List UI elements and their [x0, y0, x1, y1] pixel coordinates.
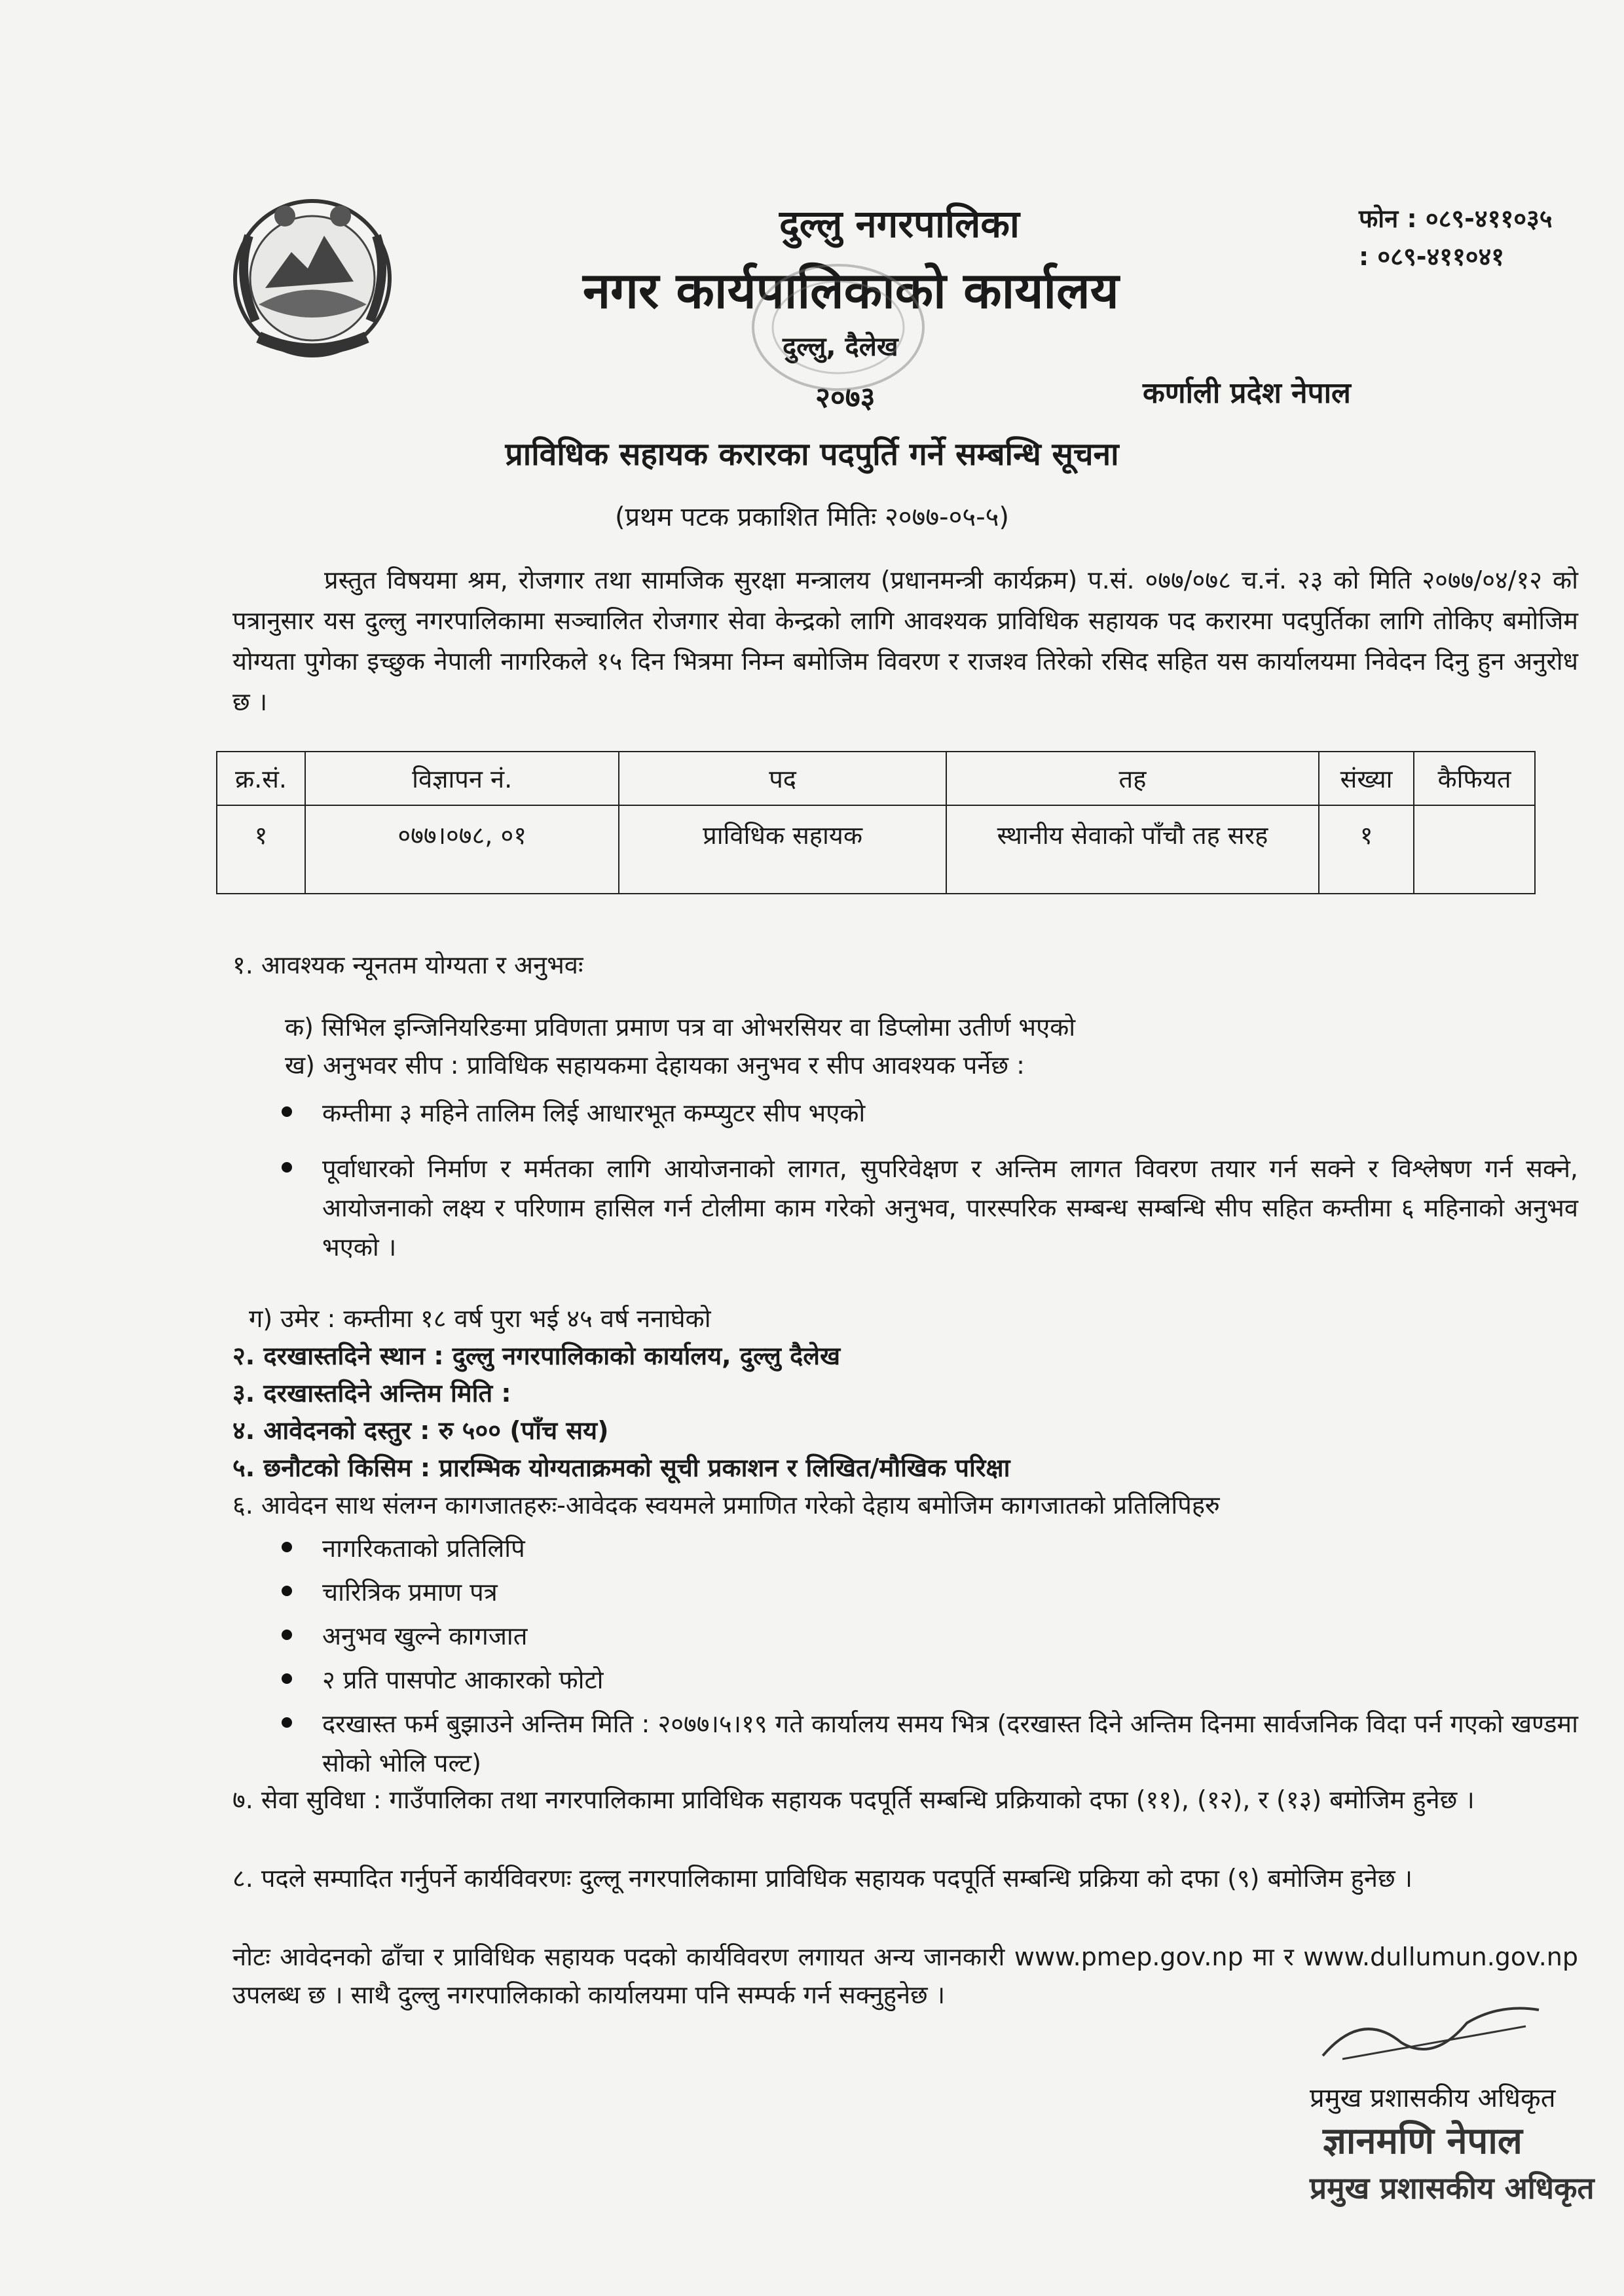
cell-serial: १ [217, 805, 305, 894]
col-post: पद [619, 752, 946, 805]
signatory-post: प्रमुख प्रशासकीय अधिकृत [1310, 2170, 1595, 2206]
list-item-text: दरखास्त फर्म बुझाउने अन्तिम मिति : २०७७।५।१९ गते कार्यालय समय भित्र (दरखास्त दिने अन्तिम दिनमा सार्वजनिक विदा पर्न गएको खण्डमा सोको भोलि पल्ट) [322, 1709, 1579, 1777]
bullet-icon [282, 1673, 292, 1684]
office-year: २०७३ [815, 381, 876, 414]
note: नोटः आवेदनको ढाँचा र प्राविधिक सहायक पदको कार्यविवरण लगायत अन्य जानकारी www.pmep.gov.np मा र www.dullumun.gov.np उपलब्ध छ । साथै दुल्लु नगरपालिकाको कार्यालयमा पनि सम्पर्क गर्न सक्नुहुनेछ । [232, 1942, 1578, 2009]
section-7: ७. सेवा सुविधा : गाउँपालिका तथा नगरपालिकामा प्राविधिक सहायक पदपूर्ति सम्बन्धि प्रक्रियाको दफा (११), (१२), र (१३) बमोजिम हुनेछ । [232, 1785, 1475, 1814]
section-8: ८. पदले सम्पादित गर्नुपर्ने कार्यविवरणः दुल्लू नगरपालिकामा प्राविधिक सहायक पदपूर्ति सम्बन्धि प्रक्रिया को दफा (९) बमोजिम हुनेछ । [232, 1864, 1413, 1893]
list-item [282, 1616, 1578, 1656]
list-item [282, 1529, 1578, 1568]
bullet-icon [282, 1542, 292, 1552]
section-1-kha: ख) अनुभवर सीप : प्राविधिक सहायकमा देहायका अनुभव र सीप आवश्यक पर्नेछ : [285, 1051, 1025, 1080]
col-level: तह [946, 752, 1319, 805]
list-item [282, 1573, 1578, 1612]
list-item [282, 1093, 1578, 1133]
list-item-text: कम्तीमा ३ महिने तालिम लिई आधारभूत कम्प्युटर सीप भएको [322, 1099, 866, 1127]
col-advert-no: विज्ञापन नं. [305, 752, 619, 805]
phone-block [1359, 200, 1553, 276]
section-6: ६. आवेदन साथ संलग्न कागजातहरुः-आवेदक स्वयमले प्रमाणित गरेको देहाय बमोजिम कागजातको प्रतिलिपिहरु [232, 1491, 1220, 1520]
table-row [217, 805, 1535, 894]
list-item-text: २ प्रति पासपोट आकारको फोटो [322, 1666, 604, 1694]
phone-2: : ०८९-४११०४१ [1359, 242, 1505, 271]
notice-published-date: (प्रथम पटक प्रकाशित मितिः २०७७-०५-५) [614, 502, 1010, 532]
executive-office-title: नगर कार्यपालिकाको कार्यालय [583, 261, 1119, 319]
bullet-icon [282, 1717, 292, 1728]
signature-mark [1303, 1997, 1552, 2069]
cell-level: स्थानीय सेवाको पाँचौ तह सरह [946, 805, 1319, 894]
col-count: संख्या [1319, 752, 1414, 805]
list-item [282, 1660, 1578, 1700]
bullet-icon [282, 1586, 292, 1596]
office-address: दुल्लु, दैलेख [783, 332, 898, 362]
col-remarks: कैफियत [1414, 752, 1535, 805]
section-1-ka: क) सिभिल इन्जिनियरिङमा प्रविणता प्रमाण पत्र वा ओभरसियर वा डिप्लोमा उतीर्ण भएको [285, 1013, 1076, 1042]
cell-remarks [1414, 805, 1535, 894]
notice-intro: प्रस्तुत विषयमा श्रम, रोजगार तथा सामजिक सुरक्षा मन्त्रालय (प्रधानमन्त्री कार्यक्रम) प.सं. ०७७/०७८ च.नं. २३ को मिति २०७७/०४/१२ को पत्रानुसार यस दुल्लु नगरपालिकामा सञ्चालित रोजगार सेवा केन्द्रको लागि आवश्यक प्राविधिक सहायक पद करारमा पदपुर्तिका लागि तोकिए बमोजिम योग्यता पुगेका इच्छुक नेपाली नागरिकले १५ दिन भित्रमा निम्न बमोजिम विवरण र राजश्व तिरेको रसिद सहित यस कार्यालयमा निवेदन दिनु हुन अनुरोध छ । [232, 566, 1578, 716]
notice-title: प्राविधिक सहायक करारका पदपुर्ति गर्ने सम्बन्धि सूचना [505, 436, 1119, 473]
section-5: ५. छनौटको किसिम : प्रारम्भिक योग्यताक्रमको सूची प्रकाशन र लिखित/मौखिक परिक्षा [232, 1453, 1010, 1482]
signatory-name: ज्ञानमणि नेपाल [1323, 2120, 1522, 2162]
list-item [282, 1704, 1578, 1783]
list-item-text: नागरिकताको प्रतिलिपि [322, 1534, 525, 1563]
cell-advert-no: ०७७।०७८, ०१ [305, 805, 619, 894]
list-item [282, 1149, 1578, 1267]
office-name: दुल्लु नगरपालिका [779, 202, 1020, 246]
section-3: ३. दरखास्तदिने अन्तिम मिति : [232, 1379, 511, 1408]
cell-post: प्राविधिक सहायक [619, 805, 946, 894]
province-name: कर्णाली प्रदेश नेपाल [1143, 376, 1351, 410]
signatory-title: प्रमुख प्रशासकीय अधिकृत [1310, 2083, 1556, 2113]
office-seal-stamp [733, 249, 943, 406]
table-header-row [217, 752, 1535, 805]
nepal-emblem-icon [219, 190, 406, 370]
col-serial: क्र.सं. [217, 752, 305, 805]
bullet-icon [282, 1162, 292, 1173]
section-1-title: १. आवश्यक न्यूनतम योग्यता र अनुभवः [232, 951, 583, 979]
phone-1: फोन : ०८९-४११०३५ [1359, 204, 1553, 233]
bullet-icon [282, 1630, 292, 1640]
list-item-text: चारित्रिक प्रमाण पत्र [322, 1578, 498, 1607]
section-1-ga: ग) उमेर : कम्तीमा १८ वर्ष पुरा भई ४५ वर्ष ननाघेको [249, 1304, 711, 1333]
bullet-icon [282, 1106, 292, 1117]
list-item-text: पूर्वाधारको निर्माण र मर्मतका लागि आयोजनाको लागत, सुपरिवेक्षण र अन्तिम लागत विवरण तयार गर्न सक्ने र विश्लेषण गर्न सक्ने, आयोजनाको लक्ष्य र परिणाम हासिल गर्न टोलीमा काम गरेको अनुभव, पारस्परिक सम्बन्ध सम्बन्धि सीप सहित कम्तीमा ६ महिनाको अनुभव भएको । [322, 1154, 1578, 1262]
cell-count: १ [1319, 805, 1414, 894]
list-item-text: अनुभव खुल्ने कागजात [322, 1622, 528, 1650]
section-2: २. दरखास्तदिने स्थान : दुल्लु नगरपालिकाको कार्यालय, दुल्लु दैलेख [232, 1341, 841, 1370]
vacancy-table [216, 751, 1536, 894]
section-4: ४. आवेदनको दस्तुर : रु ५०० (पाँच सय) [232, 1416, 609, 1445]
